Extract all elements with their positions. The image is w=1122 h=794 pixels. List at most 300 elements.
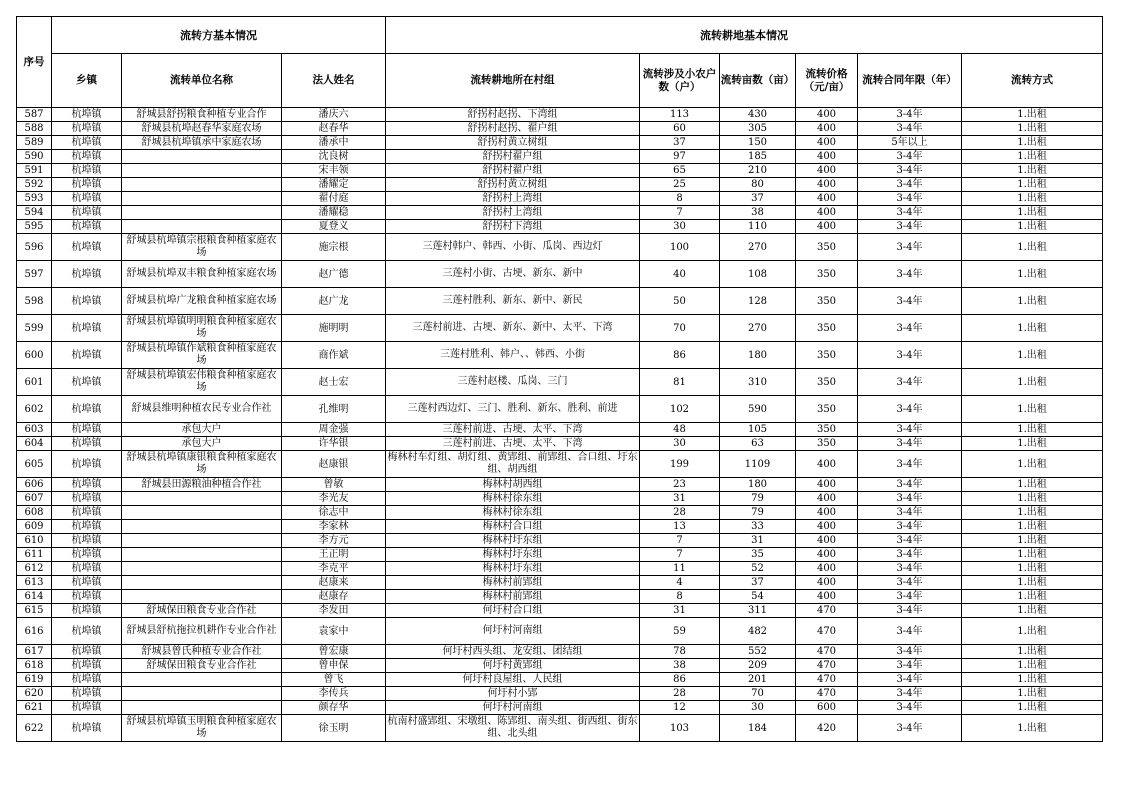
cell-person: 孔维明 (282, 396, 386, 423)
cell-term: 3-4年 (858, 396, 962, 423)
cell-method: 1.出租 (962, 590, 1103, 604)
cell-town: 杭埠镇 (52, 206, 122, 220)
cell-price: 470 (796, 645, 858, 659)
cell-location: 何圩村河南组 (386, 701, 640, 715)
cell-area: 37 (720, 576, 796, 590)
cell-term: 3-4年 (858, 618, 962, 645)
table-row (17, 315, 1103, 342)
cell-area: 108 (720, 261, 796, 288)
table-row (17, 604, 1103, 618)
cell-unit: 舒城县杭埠镇宏伟粮食种植家庭农场 (122, 369, 282, 396)
cell-method: 1.出租 (962, 437, 1103, 451)
cell-area: 305 (720, 122, 796, 136)
cell-person: 施宗根 (282, 234, 386, 261)
cell-farmers: 97 (640, 150, 720, 164)
table-row (17, 506, 1103, 520)
cell-method: 1.出租 (962, 234, 1103, 261)
cell-price: 400 (796, 178, 858, 192)
cell-town: 杭埠镇 (52, 520, 122, 534)
cell-area: 210 (720, 164, 796, 178)
cell-seq: 606 (17, 478, 52, 492)
cell-person: 许华银 (282, 437, 386, 451)
cell-unit (122, 150, 282, 164)
cell-unit (122, 701, 282, 715)
cell-term: 3-4年 (858, 108, 962, 122)
cell-unit (122, 178, 282, 192)
cell-location: 梅林村徐东组 (386, 492, 640, 506)
cell-person: 赵广德 (282, 261, 386, 288)
cell-person: 李方元 (282, 534, 386, 548)
cell-price: 350 (796, 437, 858, 451)
cell-person: 曾敏 (282, 478, 386, 492)
cell-method: 1.出租 (962, 673, 1103, 687)
cell-town: 杭埠镇 (52, 659, 122, 673)
cell-price: 400 (796, 520, 858, 534)
cell-unit: 舒城保田粮食专业合作社 (122, 659, 282, 673)
cell-area: 185 (720, 150, 796, 164)
table-row (17, 206, 1103, 220)
cell-method: 1.出租 (962, 548, 1103, 562)
cell-term: 3-4年 (858, 122, 962, 136)
cell-location: 梅林村圩东组 (386, 562, 640, 576)
cell-seq: 600 (17, 342, 52, 369)
cell-location: 杭南村盛郢组、宋墩组、陈郢组、南头组、街西组、街东组、北头组 (386, 715, 640, 742)
cell-area: 31 (720, 534, 796, 548)
cell-term: 3-4年 (858, 590, 962, 604)
cell-unit: 舒城县杭埠镇宗根粮食种植家庭农场 (122, 234, 282, 261)
cell-seq: 612 (17, 562, 52, 576)
cell-price: 350 (796, 423, 858, 437)
cell-person: 翟付庭 (282, 192, 386, 206)
cell-term: 3-4年 (858, 534, 962, 548)
cell-method: 1.出租 (962, 396, 1103, 423)
table-row (17, 342, 1103, 369)
cell-farmers: 70 (640, 315, 720, 342)
cell-unit (122, 548, 282, 562)
cell-seq: 599 (17, 315, 52, 342)
header-area: 流转亩数（亩） (720, 54, 796, 108)
cell-price: 400 (796, 451, 858, 478)
cell-term: 3-4年 (858, 506, 962, 520)
cell-price: 350 (796, 369, 858, 396)
cell-location: 何圩村合口组 (386, 604, 640, 618)
cell-price: 470 (796, 604, 858, 618)
cell-town: 杭埠镇 (52, 618, 122, 645)
table-body (17, 108, 1103, 742)
cell-person: 潘耀稳 (282, 206, 386, 220)
cell-seq: 596 (17, 234, 52, 261)
cell-term: 3-4年 (858, 576, 962, 590)
cell-town: 杭埠镇 (52, 164, 122, 178)
cell-seq: 589 (17, 136, 52, 150)
cell-price: 350 (796, 234, 858, 261)
cell-area: 52 (720, 562, 796, 576)
cell-town: 杭埠镇 (52, 673, 122, 687)
cell-person: 赵康银 (282, 451, 386, 478)
cell-farmers: 86 (640, 342, 720, 369)
cell-town: 杭埠镇 (52, 192, 122, 206)
cell-term: 3-4年 (858, 423, 962, 437)
cell-term: 3-4年 (858, 220, 962, 234)
cell-farmers: 8 (640, 192, 720, 206)
cell-location: 何圩村良屋组、人民组 (386, 673, 640, 687)
cell-area: 180 (720, 478, 796, 492)
cell-price: 400 (796, 192, 858, 206)
cell-location: 梅林村胡西组 (386, 478, 640, 492)
cell-price: 350 (796, 288, 858, 315)
table-row (17, 396, 1103, 423)
cell-price: 400 (796, 590, 858, 604)
cell-area: 35 (720, 548, 796, 562)
cell-area: 79 (720, 506, 796, 520)
cell-term: 3-4年 (858, 261, 962, 288)
cell-person: 宋丰领 (282, 164, 386, 178)
cell-unit (122, 206, 282, 220)
cell-town: 杭埠镇 (52, 715, 122, 742)
cell-town: 杭埠镇 (52, 423, 122, 437)
cell-method: 1.出租 (962, 150, 1103, 164)
cell-town: 杭埠镇 (52, 506, 122, 520)
cell-location: 舒拐村赵拐、下湾组 (386, 108, 640, 122)
header-town: 乡镇 (52, 54, 122, 108)
cell-area: 270 (720, 315, 796, 342)
table-row (17, 645, 1103, 659)
cell-person: 施明明 (282, 315, 386, 342)
cell-person: 曾飞 (282, 673, 386, 687)
cell-area: 110 (720, 220, 796, 234)
cell-farmers: 102 (640, 396, 720, 423)
cell-method: 1.出租 (962, 108, 1103, 122)
cell-unit: 舒城县舒杭拖拉机耕作专业合作社 (122, 618, 282, 645)
table-row (17, 715, 1103, 742)
cell-person: 李克平 (282, 562, 386, 576)
cell-town: 杭埠镇 (52, 451, 122, 478)
table-row (17, 701, 1103, 715)
cell-seq: 593 (17, 192, 52, 206)
cell-farmers: 7 (640, 534, 720, 548)
cell-unit: 舒城县杭埠镇玉明粮食种植家庭农场 (122, 715, 282, 742)
cell-area: 270 (720, 234, 796, 261)
cell-unit: 舒城县杭埠镇康银粮食种植家庭农场 (122, 451, 282, 478)
header-method: 流转方式 (962, 54, 1103, 108)
cell-location: 三莲村胜利、韩户、、韩西、小街 (386, 342, 640, 369)
cell-person: 曾申保 (282, 659, 386, 673)
cell-method: 1.出租 (962, 604, 1103, 618)
cell-town: 杭埠镇 (52, 234, 122, 261)
cell-term: 3-4年 (858, 234, 962, 261)
table-row (17, 437, 1103, 451)
cell-method: 1.出租 (962, 220, 1103, 234)
cell-town: 杭埠镇 (52, 136, 122, 150)
cell-method: 1.出租 (962, 520, 1103, 534)
cell-location: 舒拐村黄立树组 (386, 136, 640, 150)
cell-price: 400 (796, 506, 858, 520)
table-row (17, 122, 1103, 136)
cell-farmers: 103 (640, 715, 720, 742)
cell-seq: 594 (17, 206, 52, 220)
header-group-transferor: 流转方基本情况 (52, 17, 386, 54)
cell-price: 400 (796, 122, 858, 136)
table-row (17, 548, 1103, 562)
cell-method: 1.出租 (962, 423, 1103, 437)
cell-area: 70 (720, 687, 796, 701)
cell-location: 梅林村合口组 (386, 520, 640, 534)
cell-unit (122, 590, 282, 604)
cell-farmers: 8 (640, 590, 720, 604)
cell-location: 梅林村车灯组、胡灯组、黄郢组、前郢组、合口组、圩东组、胡西组 (386, 451, 640, 478)
table-row (17, 659, 1103, 673)
cell-unit (122, 520, 282, 534)
cell-location: 何圩村黄郢组 (386, 659, 640, 673)
cell-location: 三莲村小街、古埂、新东、新中 (386, 261, 640, 288)
table-row (17, 478, 1103, 492)
cell-person: 曾宏康 (282, 645, 386, 659)
cell-location: 舒拐村上湾组 (386, 192, 640, 206)
cell-unit (122, 534, 282, 548)
cell-unit: 舒城县杭埠双丰粮食种植家庭农场 (122, 261, 282, 288)
cell-unit (122, 687, 282, 701)
cell-price: 400 (796, 576, 858, 590)
cell-term: 3-4年 (858, 369, 962, 396)
cell-term: 3-4年 (858, 288, 962, 315)
cell-location: 三莲村前进、古埂、太平、下湾 (386, 423, 640, 437)
cell-town: 杭埠镇 (52, 122, 122, 136)
cell-area: 552 (720, 645, 796, 659)
cell-person: 李家林 (282, 520, 386, 534)
cell-area: 430 (720, 108, 796, 122)
cell-unit: 舒城县杭埠镇明明粮食种植家庭农场 (122, 315, 282, 342)
cell-location: 舒拐村翟户组 (386, 150, 640, 164)
cell-town: 杭埠镇 (52, 261, 122, 288)
cell-town: 杭埠镇 (52, 178, 122, 192)
cell-location: 何圩村河南组 (386, 618, 640, 645)
cell-term: 3-4年 (858, 673, 962, 687)
header-group-land: 流转耕地基本情况 (386, 17, 1103, 54)
cell-unit: 舒城县舒拐粮食种植专业合作 (122, 108, 282, 122)
cell-area: 184 (720, 715, 796, 742)
cell-person: 商作斌 (282, 342, 386, 369)
cell-price: 400 (796, 548, 858, 562)
table-row (17, 136, 1103, 150)
cell-town: 杭埠镇 (52, 288, 122, 315)
cell-area: 38 (720, 206, 796, 220)
cell-person: 潘承中 (282, 136, 386, 150)
header-term: 流转合同年限（年） (858, 54, 962, 108)
cell-person: 周金强 (282, 423, 386, 437)
cell-seq: 616 (17, 618, 52, 645)
cell-seq: 604 (17, 437, 52, 451)
cell-unit: 承包大户 (122, 423, 282, 437)
cell-term: 3-4年 (858, 315, 962, 342)
cell-location: 何圩村小郢 (386, 687, 640, 701)
cell-person: 李传兵 (282, 687, 386, 701)
cell-location: 舒拐村上湾组 (386, 206, 640, 220)
cell-farmers: 30 (640, 437, 720, 451)
cell-location: 三莲村韩户、韩西、小街、瓜岗、西边灯 (386, 234, 640, 261)
cell-price: 400 (796, 108, 858, 122)
table-row (17, 451, 1103, 478)
cell-person: 徐玉明 (282, 715, 386, 742)
cell-price: 350 (796, 261, 858, 288)
cell-term: 3-4年 (858, 342, 962, 369)
cell-term: 5年以上 (858, 136, 962, 150)
cell-farmers: 40 (640, 261, 720, 288)
cell-unit: 舒城县曾氏种植专业合作社 (122, 645, 282, 659)
cell-seq: 609 (17, 520, 52, 534)
cell-seq: 591 (17, 164, 52, 178)
cell-term: 3-4年 (858, 437, 962, 451)
cell-method: 1.出租 (962, 478, 1103, 492)
cell-term: 3-4年 (858, 164, 962, 178)
table-row (17, 220, 1103, 234)
cell-area: 201 (720, 673, 796, 687)
cell-method: 1.出租 (962, 451, 1103, 478)
cell-person: 赵广龙 (282, 288, 386, 315)
cell-town: 杭埠镇 (52, 687, 122, 701)
cell-unit: 舒城保田粮食专业合作社 (122, 604, 282, 618)
cell-person: 颜存华 (282, 701, 386, 715)
land-transfer-table (16, 16, 1103, 742)
table-row (17, 618, 1103, 645)
cell-price: 470 (796, 673, 858, 687)
cell-farmers: 59 (640, 618, 720, 645)
cell-price: 400 (796, 164, 858, 178)
cell-method: 1.出租 (962, 342, 1103, 369)
cell-unit: 舒城县杭埠镇作斌粮食种植家庭农场 (122, 342, 282, 369)
cell-town: 杭埠镇 (52, 645, 122, 659)
cell-unit (122, 164, 282, 178)
cell-farmers: 78 (640, 645, 720, 659)
cell-unit (122, 673, 282, 687)
cell-seq: 605 (17, 451, 52, 478)
cell-person: 徐志中 (282, 506, 386, 520)
cell-location: 舒拐村赵拐、翟户组 (386, 122, 640, 136)
cell-farmers: 11 (640, 562, 720, 576)
cell-town: 杭埠镇 (52, 108, 122, 122)
cell-seq: 601 (17, 369, 52, 396)
cell-method: 1.出租 (962, 576, 1103, 590)
cell-town: 杭埠镇 (52, 534, 122, 548)
cell-unit (122, 506, 282, 520)
header-location: 流转耕地所在村组 (386, 54, 640, 108)
cell-term: 3-4年 (858, 562, 962, 576)
cell-seq: 617 (17, 645, 52, 659)
header-person: 法人姓名 (282, 54, 386, 108)
cell-method: 1.出租 (962, 315, 1103, 342)
header-price: 流转价格（元/亩） (796, 54, 858, 108)
cell-unit (122, 576, 282, 590)
cell-location: 梅林村前郢组 (386, 590, 640, 604)
cell-farmers: 23 (640, 478, 720, 492)
table-row (17, 423, 1103, 437)
cell-area: 310 (720, 369, 796, 396)
cell-farmers: 28 (640, 506, 720, 520)
cell-seq: 614 (17, 590, 52, 604)
cell-farmers: 12 (640, 701, 720, 715)
cell-seq: 620 (17, 687, 52, 701)
cell-term: 3-4年 (858, 645, 962, 659)
cell-farmers: 30 (640, 220, 720, 234)
cell-person: 李光友 (282, 492, 386, 506)
cell-location: 三莲村胜利、新东、新中、新民 (386, 288, 640, 315)
cell-price: 600 (796, 701, 858, 715)
cell-town: 杭埠镇 (52, 576, 122, 590)
table-row (17, 520, 1103, 534)
cell-term: 3-4年 (858, 451, 962, 478)
cell-unit: 舒城县杭埠广龙粮食种植家庭农场 (122, 288, 282, 315)
cell-person: 潘庆六 (282, 108, 386, 122)
cell-location: 舒拐村黄立树组 (386, 178, 640, 192)
cell-method: 1.出租 (962, 192, 1103, 206)
cell-area: 54 (720, 590, 796, 604)
cell-farmers: 113 (640, 108, 720, 122)
cell-seq: 588 (17, 122, 52, 136)
cell-area: 1109 (720, 451, 796, 478)
cell-farmers: 37 (640, 136, 720, 150)
table-row (17, 492, 1103, 506)
cell-town: 杭埠镇 (52, 562, 122, 576)
cell-price: 400 (796, 478, 858, 492)
cell-location: 梅林村圩东组 (386, 548, 640, 562)
cell-farmers: 4 (640, 576, 720, 590)
table-row (17, 261, 1103, 288)
cell-seq: 607 (17, 492, 52, 506)
cell-term: 3-4年 (858, 687, 962, 701)
cell-area: 128 (720, 288, 796, 315)
cell-method: 1.出租 (962, 618, 1103, 645)
header-farmers: 流转涉及小农户数（户） (640, 54, 720, 108)
cell-method: 1.出租 (962, 562, 1103, 576)
cell-seq: 598 (17, 288, 52, 315)
cell-seq: 610 (17, 534, 52, 548)
cell-location: 三莲村赵楼、瓜岗、三门 (386, 369, 640, 396)
cell-farmers: 60 (640, 122, 720, 136)
cell-unit (122, 192, 282, 206)
cell-seq: 608 (17, 506, 52, 520)
cell-method: 1.出租 (962, 534, 1103, 548)
cell-farmers: 50 (640, 288, 720, 315)
cell-area: 63 (720, 437, 796, 451)
cell-town: 杭埠镇 (52, 478, 122, 492)
cell-method: 1.出租 (962, 178, 1103, 192)
table-row (17, 534, 1103, 548)
cell-town: 杭埠镇 (52, 315, 122, 342)
cell-farmers: 65 (640, 164, 720, 178)
cell-seq: 595 (17, 220, 52, 234)
cell-term: 3-4年 (858, 520, 962, 534)
cell-town: 杭埠镇 (52, 342, 122, 369)
table-row (17, 590, 1103, 604)
cell-method: 1.出租 (962, 136, 1103, 150)
cell-person: 李发田 (282, 604, 386, 618)
cell-farmers: 25 (640, 178, 720, 192)
cell-method: 1.出租 (962, 164, 1103, 178)
cell-town: 杭埠镇 (52, 437, 122, 451)
cell-area: 150 (720, 136, 796, 150)
cell-person: 袁家中 (282, 618, 386, 645)
cell-farmers: 28 (640, 687, 720, 701)
table-row (17, 576, 1103, 590)
cell-unit: 舒城县维明种植农民专业合作社 (122, 396, 282, 423)
cell-farmers: 7 (640, 548, 720, 562)
cell-price: 400 (796, 136, 858, 150)
cell-term: 3-4年 (858, 604, 962, 618)
cell-town: 杭埠镇 (52, 590, 122, 604)
cell-person: 王正明 (282, 548, 386, 562)
cell-method: 1.出租 (962, 122, 1103, 136)
table-row (17, 687, 1103, 701)
cell-farmers: 38 (640, 659, 720, 673)
